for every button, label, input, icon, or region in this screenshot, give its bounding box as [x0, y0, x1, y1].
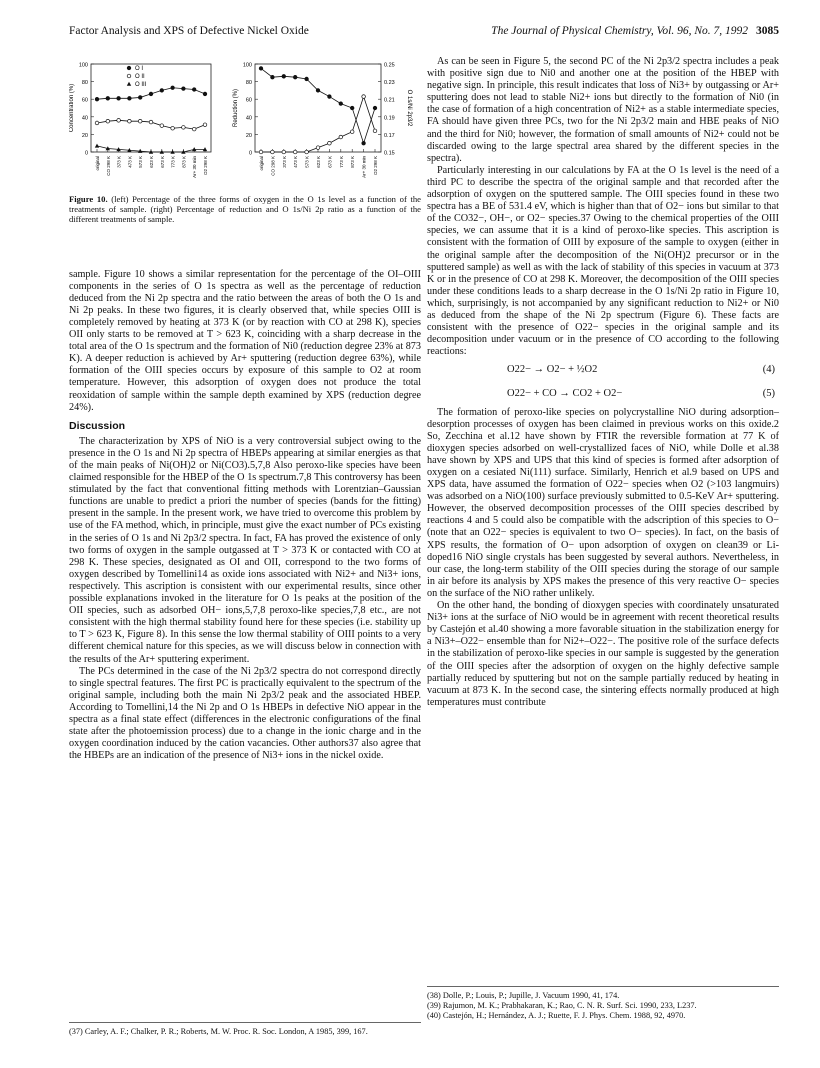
data-point — [328, 95, 332, 99]
x-tick-label: 773 K — [170, 156, 176, 168]
figure-caption — [69, 194, 421, 225]
x-tick-label: Ar+ 30 min — [192, 156, 198, 178]
data-point — [373, 129, 377, 133]
data-point — [182, 87, 186, 91]
y-tick-label: 80 — [81, 80, 88, 87]
data-point — [350, 130, 354, 134]
data-point — [316, 146, 320, 150]
x-tick-label: 573 K — [304, 156, 310, 168]
running-header: Factor Analysis and XPS of Defective Nickel Oxide — [69, 25, 309, 37]
plot-frame — [91, 64, 211, 152]
y2-tick-label: 0.21 — [384, 97, 395, 104]
equation-text: O22− → O2− + ½O2 — [507, 364, 598, 376]
y-tick-label: 40 — [81, 115, 88, 122]
data-point — [171, 126, 175, 130]
data-point — [373, 106, 377, 110]
paragraph: The PCs determined in the case of the Ni 2p3/2 spectra do not correspond directly to single spectral features. The first PC is practically equivalent to the spectrum of the original sample, including both the main Ni 2p3/2 peak and the associated HBEP. According to Tomellini,14 the Ni 2p and O 1s HBEPs in defective NiO appear in the spectra as a final state effect (differences in the electronic configurations of the final state after the photoemission process) due to a change in the ionic charge and in the oxygen coordination induced by the cation vacancies. Other authors37 also agree that the HBEPs are an indication of the presence of Ni3+ ions in the nickel oxide. — [69, 665, 421, 762]
data-point — [293, 75, 297, 79]
reference-37: (37) Carley, A. F.; Chalker, P. R.; Roberts, M. W. Proc. R. Soc. London, A 1985, 399, 167. — [69, 1027, 368, 1036]
data-point — [95, 97, 99, 101]
legend-label: O I — [135, 66, 144, 73]
data-point — [350, 106, 354, 110]
data-point — [362, 141, 366, 145]
data-point — [192, 88, 196, 92]
y2-tick-label: 0.23 — [384, 80, 395, 87]
data-point — [106, 97, 110, 101]
x-tick-label: CO 298 K — [105, 156, 111, 176]
y-tick-label: 100 — [242, 62, 252, 69]
x-tick-label: 573 K — [138, 156, 144, 168]
data-point — [117, 119, 121, 123]
y2-tick-label: 0.19 — [384, 115, 395, 122]
x-tick-label: original — [95, 156, 100, 171]
equation-5 — [427, 382, 779, 406]
y-axis-label: Concentration (%) — [69, 83, 75, 133]
paragraph: sample. Figure 10 shows a similar representation for the percentage of the OI–OIII components in the series of O 1s spectra as well as the percentage of reduction deduced from the Ni 2p spectra and the ratio between the areas of both the O 1s and Ni 2p peaks. In these two figures, it is clearly observed that, while species OIII is completely removed by heating at 373 K (or by reaction with CO at 298 K), species OII only starts to be removed at T > 623 K, coinciding with a sharp decrease in the total area of the O 1s spectrum and the formation of Ni0 (reduction degree 23% at 873 K). A deeper reduction is achieved by Ar+ sputtering (reduction degree 63%), while formation of the OIII species occurs by exposure of this sample to O2 at room temperature. However, this adsorption of oxygen does not produce the total reoxidation of sample within the sample depth examined by XPS (reduction degree 24%). — [69, 268, 421, 413]
data-point — [362, 95, 366, 99]
reference-39: (39) Rajumon, M. K.; Prabhakaran, K.; Rao, C. N. R. Surf. Sci. 1990, 233, L237. — [427, 1001, 697, 1010]
x-tick-label: original — [259, 156, 264, 171]
data-point — [316, 89, 320, 93]
left-column — [69, 56, 421, 762]
x-tick-label: 373 K — [116, 156, 122, 168]
data-point — [95, 121, 99, 125]
series-line — [261, 97, 375, 152]
data-point — [192, 127, 196, 131]
series-line — [261, 68, 375, 143]
legend-label: O II — [135, 74, 145, 81]
journal-citation: The Journal of Physical Chemistry, Vol. 96, No. 7, 1992 — [491, 25, 748, 37]
y2-tick-label: 0.25 — [384, 62, 395, 69]
y-tick-label: 20 — [245, 132, 252, 139]
data-point — [328, 141, 332, 145]
y-tick-label: 60 — [245, 97, 252, 104]
x-tick-label: 473 K — [127, 156, 133, 168]
y-tick-label: 60 — [81, 97, 88, 104]
x-tick-label: 673 K — [159, 156, 165, 168]
data-point — [305, 150, 309, 154]
data-point — [128, 119, 132, 123]
y-tick-label: 80 — [245, 80, 252, 87]
data-point — [293, 150, 297, 154]
y-tick-label: 40 — [245, 115, 252, 122]
equation-number: (5) — [762, 388, 775, 400]
x-tick-label: O2 298 K — [373, 156, 378, 176]
x-tick-label: O2 298 K — [203, 156, 208, 176]
data-point — [182, 126, 186, 130]
figure-10 — [69, 56, 421, 192]
x-tick-label: 473 K — [293, 156, 299, 168]
data-point — [138, 119, 142, 123]
y-tick-label: 0 — [84, 150, 88, 157]
y-axis-label: Reduction (%) — [233, 88, 239, 128]
y-tick-label: 0 — [248, 150, 252, 157]
data-point — [160, 124, 164, 128]
data-point — [282, 75, 286, 79]
data-point — [339, 102, 343, 106]
footnotes-right — [427, 986, 779, 1021]
data-point — [282, 150, 286, 154]
section-heading: Discussion — [69, 419, 126, 432]
data-point — [271, 75, 275, 79]
paragraph: The characterization by XPS of NiO is a very controversial subject owing to the presence in the O 1s and Ni 2p spectra of HBEPs appearing at similar energies as that of the main peaks of Ni(OH)2 or Ni(CO3).5,7,8 Also peroxo-like species have been claimed responsible for the HBEP of the O 1s spectrum.7,8 This controversy has been stimulated by the fact that conventional fitting methods with Lorentzian–Gaussian functions are unable to predict a priori the number of species (bands for the fitting) present in the sample. In the present work, we have tried to overcome this problem by use of the FA method, which, in principle, must give the exact number of PCs existing in the series of O 1s and Ni 2p3/2 spectra. In fact, FA has proved the existence of only two forms of oxygen in the sample outgassed at T > 373 K or contacted with CO at 298 K. These species, designated as OI and OII, correspond to the two forms of oxygen described by Tomellini14 as oxide ions associated with Ni2+ and Ni3+ ions, respectively. This ascription is consistent with our experimental results, since other possible explanations invoked in the literature for O 1s peaks at the position of the OII species, such as adsorbed OH− ions,5,7,8 peroxo-like species,7,8 etc., are not consistent with the high thermal stability found here for these species (i.e. stability up to T > 623 K, Figure 8). In this sense the low thermal stability of OIII points to a very different chemical nature for this species, as we will discuss below in connection with the results of the Ar+ sputtering experiment. — [69, 435, 421, 665]
data-point — [106, 119, 110, 123]
y-tick-label: 100 — [78, 62, 88, 69]
y2-tick-label: 0.15 — [384, 150, 395, 157]
data-point — [160, 89, 164, 93]
equation-number: (4) — [762, 364, 775, 376]
data-point — [149, 92, 153, 96]
caption-label: Figure 10. — [69, 194, 108, 204]
legend-marker — [127, 82, 131, 86]
legend-marker — [127, 74, 131, 78]
x-tick-label: 873 K — [350, 156, 356, 168]
y2-tick-label: 0.17 — [384, 132, 395, 139]
x-tick-label: CO 298 K — [270, 156, 276, 176]
reference-40: (40) Castejón, H.; Hernández, A. J.; Ruette, F. J. Phys. Chem. 1988, 92, 4970. — [427, 1011, 686, 1020]
x-tick-label: 623 K — [316, 156, 321, 168]
journal-header — [491, 25, 779, 37]
x-tick-label: Ar+ 30 min — [361, 156, 367, 178]
data-point — [259, 67, 263, 71]
paragraph: As can be seen in Figure 5, the second PC of the Ni 2p3/2 spectra includes a peak with positive sign due to Ni0 and another one at the position of the HBEP with negative sign. In principle, this result indicates that loss of Ni3+ by outgassing or Ar+ sputtering does not lead to stable Ni2+ ions but directly to the formation of Ni0 (in the case of formation of a high concentration of Ni2+ as a stable intermediate species, FA should have given three PCs, two for the Ni 2p3/2 main and HBE peaks of NiO and the third for Ni0; however, the formation of small amounts of Ni2+ could not be discarded owing to the large spectral area shared by the different species in the spectra). — [427, 56, 779, 164]
x-tick-label: 673 K — [327, 156, 333, 168]
data-point — [305, 77, 309, 81]
figure-10-charts — [69, 56, 421, 192]
data-point — [128, 97, 132, 101]
x-tick-label: 873 K — [181, 156, 187, 168]
data-point — [339, 135, 343, 139]
equation-text: O22− + CO → CO2 + O2− — [507, 388, 623, 400]
page-number: 3085 — [756, 25, 779, 37]
data-point — [259, 150, 263, 154]
data-point — [203, 92, 207, 96]
y-tick-label: 20 — [81, 132, 88, 139]
equation-4 — [427, 358, 779, 382]
x-tick-label: 373 K — [281, 156, 287, 168]
data-point — [149, 120, 153, 124]
footnotes-left — [69, 1022, 421, 1037]
paragraph: The formation of peroxo-like species on polycrystalline NiO during adsorption–desorption processes of oxygen has been claimed in previous works on this oxide.2 So, Zecchina et al.12 have shown by FTIR the reversible formation at 77 K of dioxygen species adsorbed on well-crystallized faces of NiO, while Dolle et al.38 have shown by XPS and UPS that this kind of species is formed after adsorption of oxygen on a cesiated Ni(111) surface. Similarly, Henrich et al.9 based on UPS and XPS data, have assumed the formation of O22− species when O2 (>103 langmuirs) was adsorbed on a NiO(100) surface previously submitted to 0.5-KeV Ar+ sputtering. However, the observed decomposition processes of the OIII species described by reactions 4 and 5 could also be compatible with the adscription of this species to O− (note that an O22− species is equivalent to two O− species). In fact, on the basis of XPS results, the formation of O− upon adsorption of oxygen on clean39 or Li-doped16 NiO single crystals has been suggested by several authors. Nevertheless, in our case, the long-term stability of the OIII species during the storage of our sample in air before its analysis by XPS makes the presence of this very reactive O− species on the surface of the NiO rather unlikely. — [427, 406, 779, 599]
y2-axis-label: O 1s/Ni 2p3/2 — [406, 89, 412, 127]
data-point — [203, 123, 207, 127]
paragraph: On the other hand, the bonding of dioxygen species with coordinately unsaturated Ni3+ ions at the surface of NiO would be in agreement with recent theoretical results by Castejón et al.40 showing a more favorable situation in the stabilization energy for a Ni3+–O22− ensemble than for Ni2+–O22−. The positive role of the surface defects in the stabilization of peroxo-like species in our sample is suggested by the generation of the OIII species after the adsorption of oxygen on the highly defective sample partially reduced by sputtering but not on the sample partially reduced by heating in vacuum at 873 K. In the second case, the sintering effects normally produced at high temperatures must contribute — [427, 600, 779, 708]
reference-38: (38) Dolle, P.; Louis, P.; Jupille, J. Vacuum 1990, 41, 174. — [427, 991, 620, 1000]
data-point — [271, 150, 275, 154]
data-point — [138, 96, 142, 100]
data-point — [171, 86, 175, 90]
data-point — [117, 97, 121, 101]
paragraph: Particularly interesting in our calculations by FA at the O 1s level is the need of a third PC to describe the spectra of the original sample and that recorded after the adsorption of oxygen on the sputtered sample. The OIII species found in these two spectra has a BE of 531.4 eV, which is higher than that of O2− ions but similar to that of the CO32−, OH−, or O2− species.37 Owing to the chemical properties of the OIII species, we can assume that it is a kind of peroxo-like species. This ascription is consistent with the formation of OIII by exposure of the sample to oxygen (either in the original sample after the decomposition of the Ni(OH)2 precursor or in the sputtered sample) as well as with the lack of stability of this species in vacuum at 373 K or in the presence of CO at 298 K. Moreover, the decomposition of the OIII species under these conditions leads to a sharp decrease in the O 1s/Ni 2p ratio in Figure 10, which, surprisingly, is not accompanied by any significant reduction to Ni2+ or Ni0 as deduced from the shape of the Ni 2p spectrum (Figure 6). These facts are consistent with the presence of O22− species in the original sample and its decomposition under vacuum or in the presence of CO according to the following reactions: — [427, 164, 779, 358]
data-point — [95, 144, 99, 148]
right-column — [427, 56, 779, 709]
caption-text: (left) Percentage of the three forms of oxygen in the O 1s level as a function of the treatments of sample. (right) Percentage of reduction and O 1s/Ni 2p ratio as a function of the different treatments of sample. — [69, 194, 421, 225]
legend-marker — [127, 66, 131, 70]
x-tick-label: 623 K — [149, 156, 154, 168]
legend-label: O III — [135, 82, 147, 89]
x-tick-label: 773 K — [338, 156, 344, 168]
